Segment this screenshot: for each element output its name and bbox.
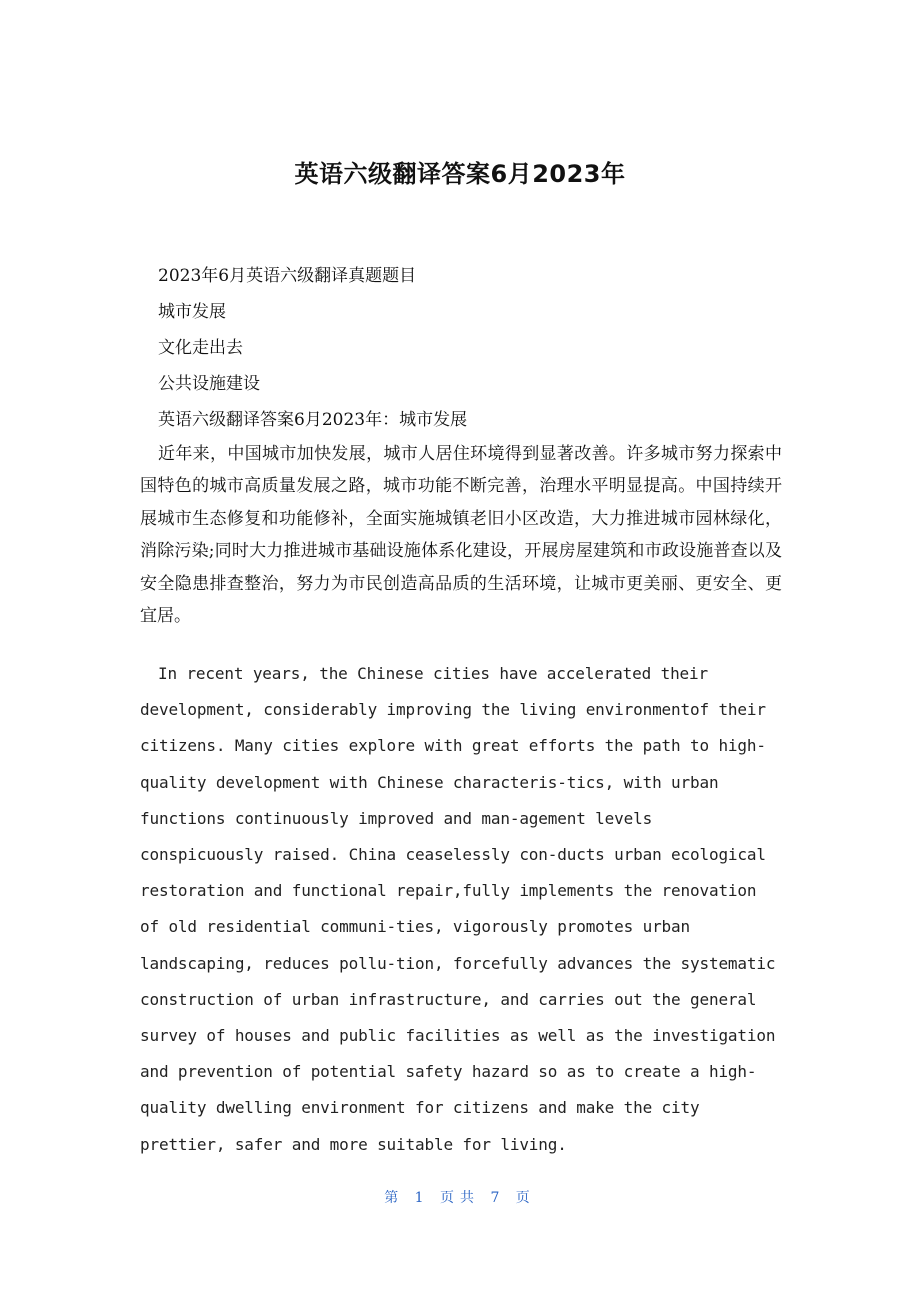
document-title: 英语六级翻译答案6月2023年: [294, 160, 626, 189]
topic-list: [158, 258, 798, 438]
topic-heading: 2023年6月英语六级翻译真题题目: [158, 266, 417, 286]
topic-item-public-facilities: 公共设施建设: [158, 374, 260, 394]
chinese-source-paragraph: 近年来，中国城市加快发展，城市人居住环境得到显著改善。许多城市努力探索中国特色的城市高质量发展之路，城市功能不断完善，治理水平明显提高。中国持续开展城市生态修复和功能修补，全面实施城镇老旧小区改造，大力推进城市园林绿化，消除污染;同时大力推进城市基础设施体系化建设，开展房屋建筑和市政设施普查以及安全隐患排查整治，努力为市民创造高品质的生活环境，让城市更美丽、更安全、更宜居。: [140, 444, 782, 627]
english-translation-paragraph: In recent years, the Chinese cities have accelerated their development, considerably improving the living environmentof their citizens. Many cities explore with great efforts the path to high-quality development with Chinese characteris-tics, with urban functions continuously improved and man-agement levels conspicuously raised. China ceaselessly con-ducts urban ecological restoration and functional repair,fully implements the renovation of old residential communi-ties, vigorously promotes urban landscaping, reduces pollu-tion, forcefully advances the systematic construction of urban infrastructure, and carries out the general survey of houses and public facilities as well as the investigation and prevention of potential safety hazard so as to create a high-quality dwelling environment for citizens and make the city prettier, safer and more suitable for living.: [140, 664, 776, 1154]
topic-item-urban-development: 城市发展: [158, 302, 226, 322]
page-footer: 第 1 页共 7 页: [384, 1190, 536, 1206]
answer-heading: 英语六级翻译答案6月2023年：城市发展: [158, 410, 468, 430]
topic-item-culture-going-global: 文化走出去: [158, 338, 243, 358]
